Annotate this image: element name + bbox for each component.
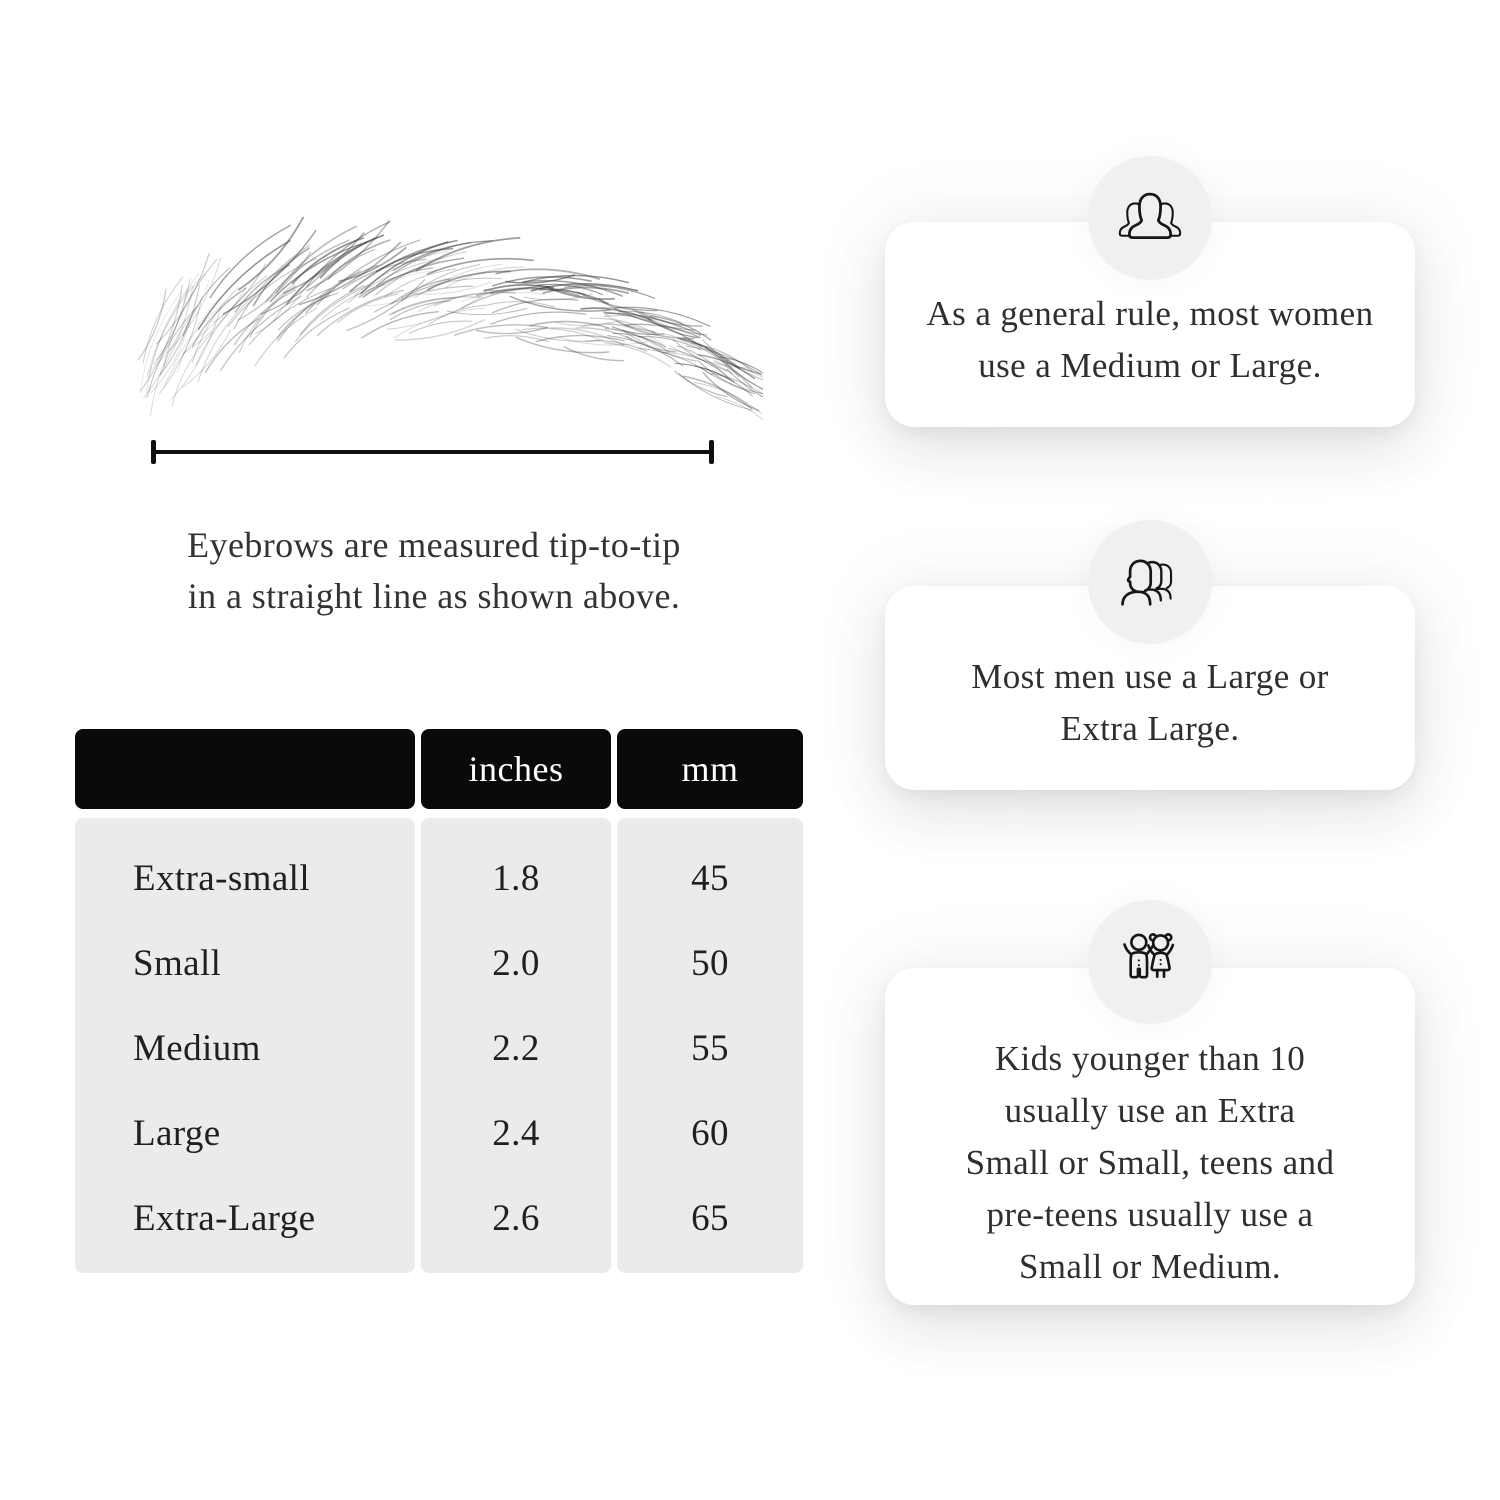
table-cell: Large (133, 1113, 221, 1154)
card-text-line: As a general rule, most women (926, 293, 1374, 333)
table-cell: 2.0 (492, 943, 540, 984)
card-text-line: use a Medium or Large. (978, 345, 1322, 385)
icon-badge-kids (1088, 900, 1212, 1024)
table-cell: 50 (691, 943, 729, 984)
measurement-caption (68, 520, 800, 622)
table-header-inches: inches (421, 729, 611, 809)
caption-line: Eyebrows are measured tip-to-tip (187, 525, 681, 565)
card-text-line: usually use an Extra (1004, 1090, 1296, 1130)
table-column-size (75, 818, 415, 1273)
caption-line: in a straight line as shown above. (187, 576, 681, 616)
card-text-line: Extra Large. (1060, 709, 1240, 748)
table-cell: Small (133, 943, 222, 984)
kids-icon (1116, 928, 1184, 996)
table-cell: 2.4 (492, 1113, 540, 1154)
card-text-line: Kids younger than 10 (994, 1038, 1306, 1078)
table-column-mm (617, 818, 803, 1273)
table-cell: 2.6 (492, 1198, 540, 1239)
card-text-line: Small or Medium. (1018, 1246, 1282, 1286)
table-cell: Extra-small (133, 858, 311, 899)
table-header-mm: mm (617, 729, 803, 809)
card-text (971, 651, 1329, 755)
women-group-icon (1116, 184, 1184, 252)
icon-badge-men (1088, 520, 1212, 644)
icon-badge-women (1088, 156, 1212, 280)
table-cell: 55 (691, 1028, 729, 1069)
card-text-line: Small or Small, teens and (965, 1142, 1335, 1182)
card-text-line: pre-teens usually use a (986, 1194, 1314, 1234)
table-cell: 60 (691, 1113, 729, 1154)
card-text-line: Most men use a Large or (971, 657, 1329, 696)
table-cell: Extra-Large (133, 1198, 316, 1239)
table-cell: Medium (133, 1028, 261, 1069)
measurement-line (151, 440, 714, 464)
card-text (966, 1033, 1335, 1293)
eyebrow-illustration (108, 200, 763, 445)
table-cell: 1.8 (492, 858, 540, 899)
table-cell: 65 (691, 1198, 729, 1239)
table-cell: 45 (691, 858, 729, 899)
size-table (75, 729, 803, 1273)
card-text (926, 288, 1373, 392)
measurement-line-bar (151, 450, 714, 454)
table-header-size (75, 729, 415, 809)
men-group-icon (1116, 548, 1184, 616)
measurement-line-right-cap (709, 440, 714, 464)
table-column-inches (421, 818, 611, 1273)
table-cell: 2.2 (492, 1028, 540, 1069)
